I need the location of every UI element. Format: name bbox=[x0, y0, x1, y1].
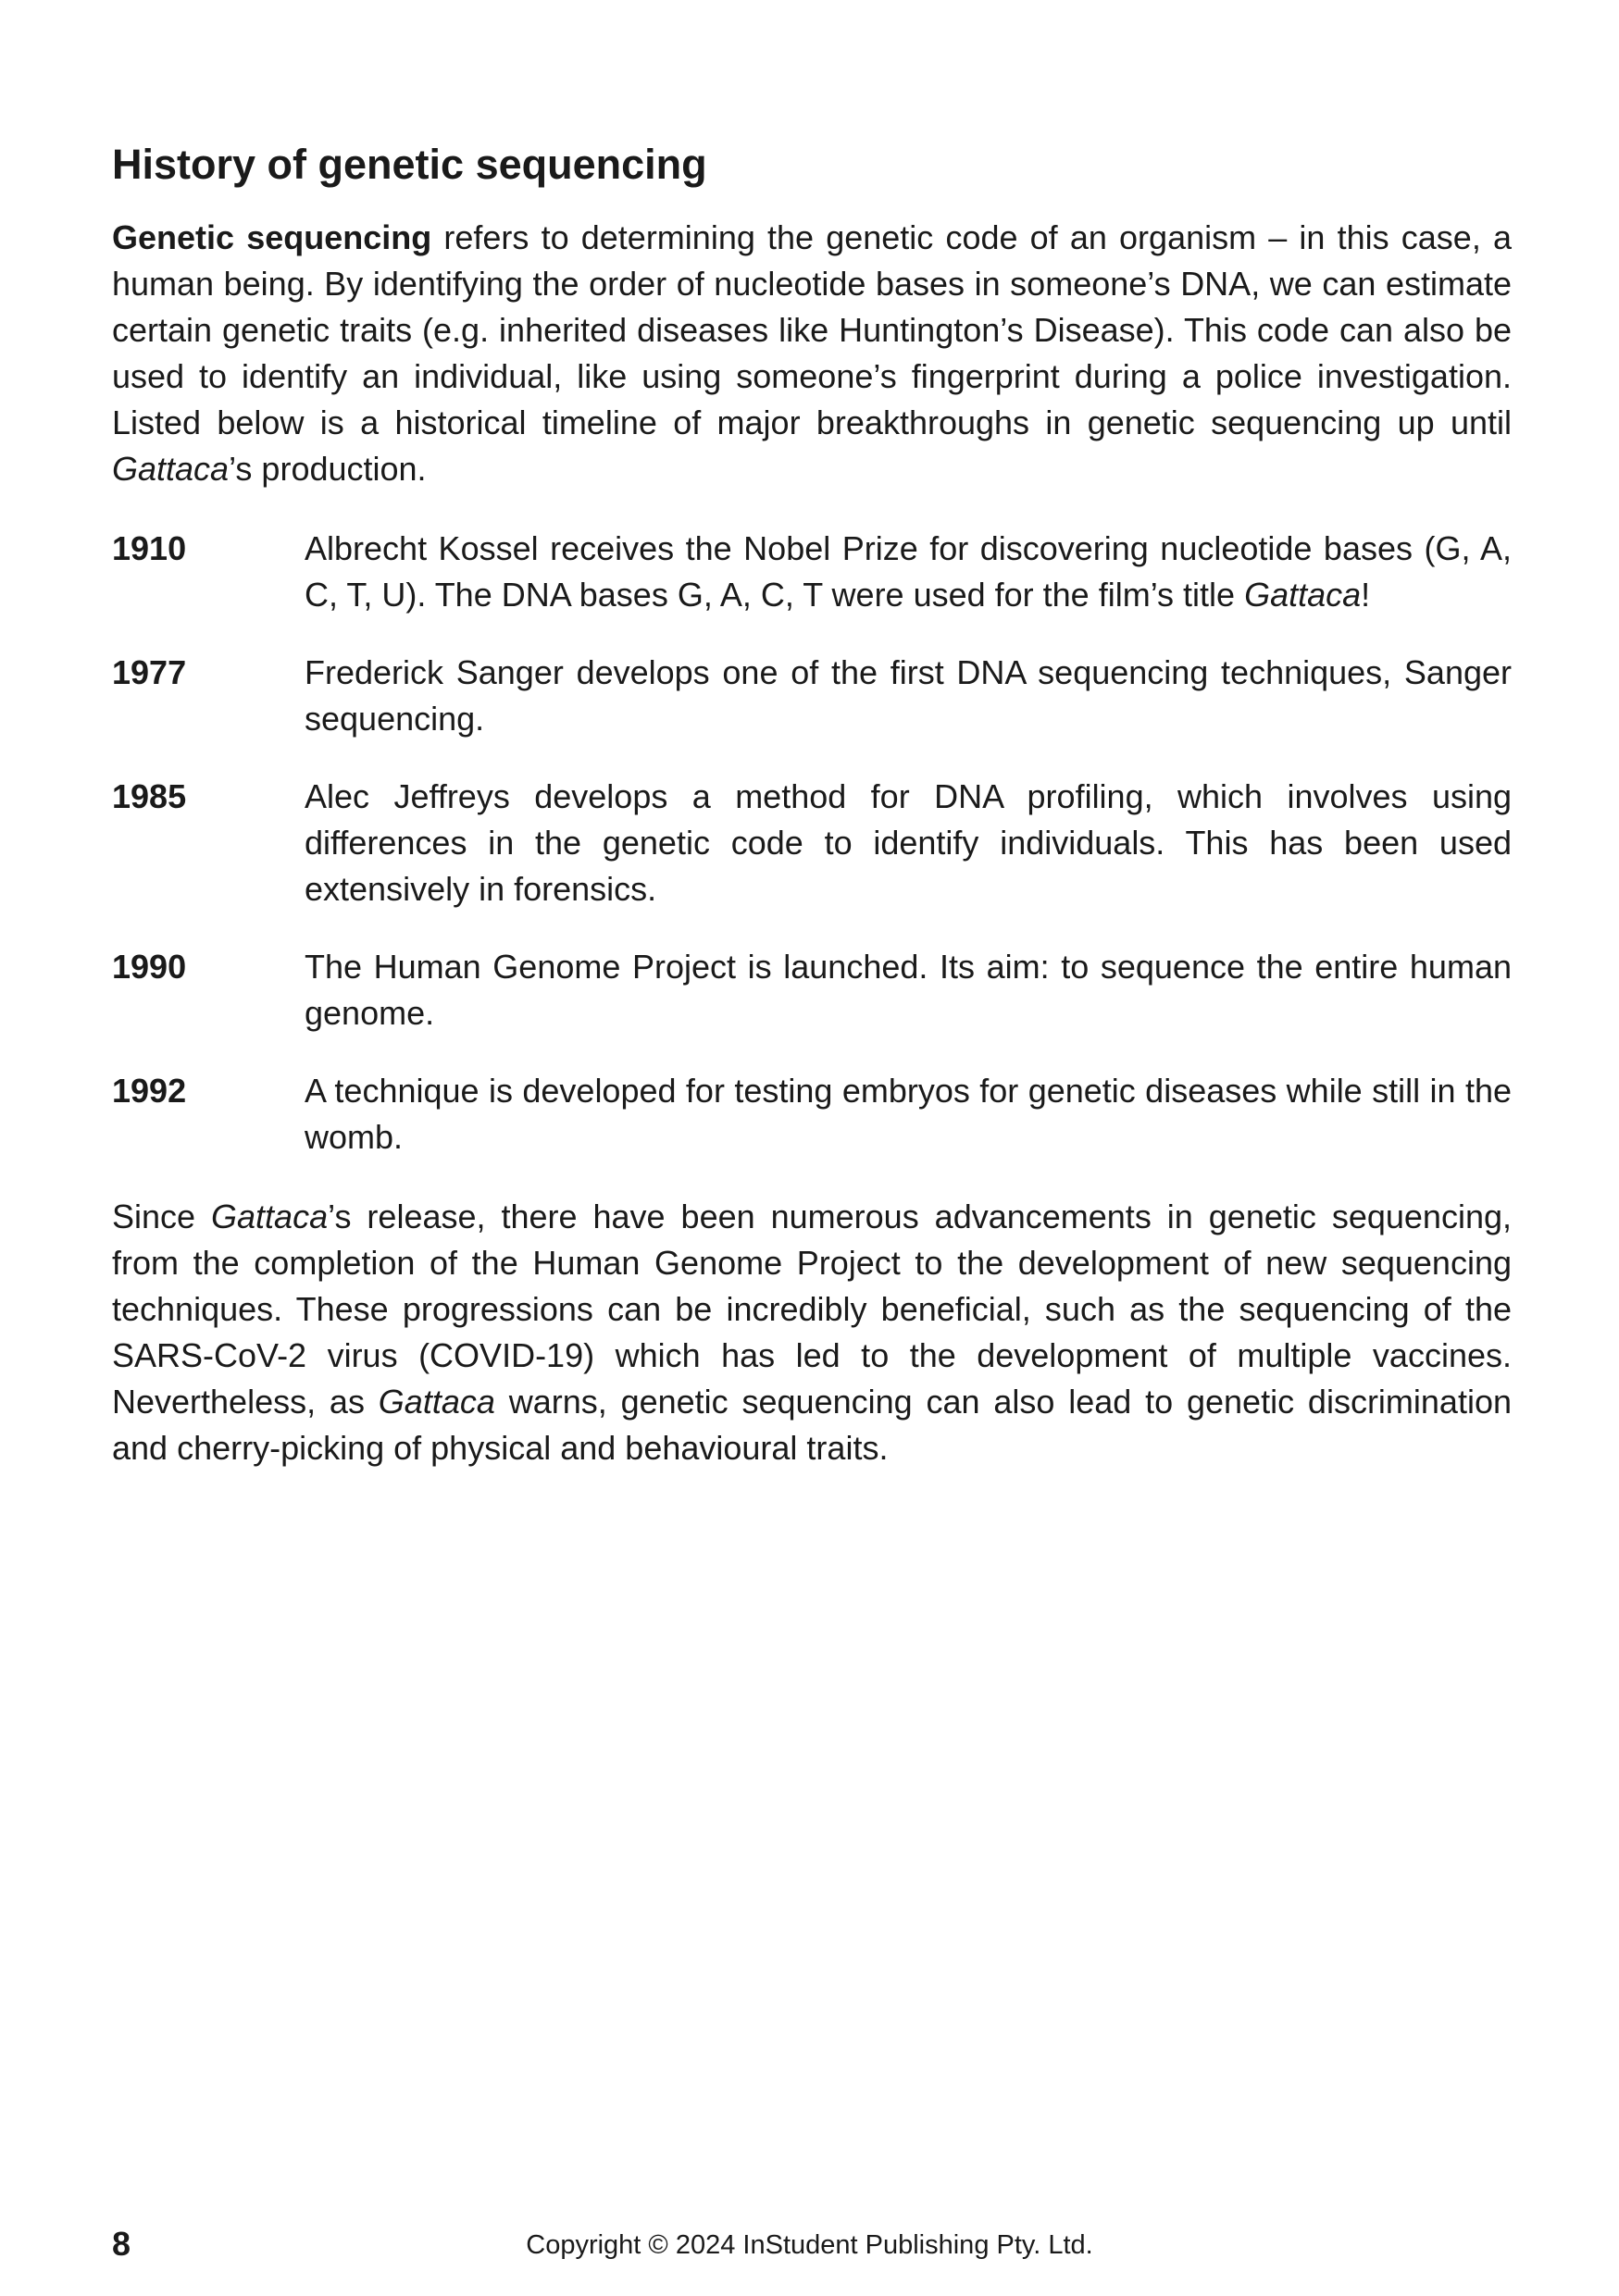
timeline-text: A technique is developed for testing embryos for genetic diseases while still in the womb. bbox=[305, 1072, 1512, 1156]
timeline-year: 1990 bbox=[112, 948, 187, 986]
timeline-text-main: Albrecht Kossel receives the Nobel Prize for discovering nucleotide bases (G, A, C, T, U). The DNA bases G, A, C, T were used for the film’s title bbox=[305, 529, 1512, 614]
closing-paragraph bbox=[112, 1194, 1512, 1471]
timeline-entry bbox=[112, 1068, 1512, 1160]
page-content bbox=[112, 139, 1512, 1471]
timeline-film-title: Gattaca bbox=[1244, 576, 1362, 614]
timeline-year: 1977 bbox=[112, 653, 187, 691]
timeline-year: 1910 bbox=[112, 529, 187, 567]
intro-paragraph bbox=[112, 215, 1512, 492]
closing-film-title-1: Gattaca bbox=[211, 1198, 329, 1235]
timeline-text: Alec Jeffreys develops a method for DNA profiling, which involves using differences in the genetic code to identify individuals. This has been used extensively in forensics. bbox=[305, 777, 1512, 908]
intro-term: Genetic sequencing bbox=[112, 218, 432, 256]
timeline-text bbox=[305, 526, 1512, 618]
closing-text-2: ’s release, there have been numerous advancements in genetic sequencing, from the completion of the Human Genome Project to the development of new sequencing techniques. These progressions can be incredibly beneficial, such as the sequencing of the SARS-CoV-2 virus (COVID-19) which has led to the development of multiple vaccines. Nevertheless, as bbox=[112, 1198, 1512, 1421]
timeline-text: The Human Genome Project is launched. Its aim: to sequence the entire human genome. bbox=[305, 948, 1512, 1032]
page-number: 8 bbox=[112, 2225, 131, 2263]
intro-text-2: ’s production. bbox=[229, 450, 427, 488]
timeline-entry bbox=[112, 774, 1512, 912]
timeline-text: Frederick Sanger develops one of the first DNA sequencing techniques, Sanger sequencing. bbox=[305, 653, 1512, 738]
intro-film-title: Gattaca bbox=[112, 450, 230, 488]
timeline-entry bbox=[112, 526, 1512, 618]
section-heading: History of genetic sequencing bbox=[112, 141, 707, 188]
timeline bbox=[112, 526, 1512, 1160]
copyright-notice: Copyright © 2024 InStudent Publishing Pty. Ltd. bbox=[526, 2230, 1093, 2260]
timeline-entry bbox=[112, 650, 1512, 742]
timeline-year: 1985 bbox=[112, 777, 187, 815]
closing-text-3: warns, genetic sequencing can also lead to genetic discrimination and cherry-picking of physical and behavioural traits. bbox=[112, 1383, 1512, 1467]
timeline-text-after: ! bbox=[1361, 576, 1371, 614]
timeline-year: 1992 bbox=[112, 1072, 187, 1110]
timeline-entry bbox=[112, 944, 1512, 1036]
closing-text-1: Since bbox=[112, 1198, 212, 1235]
closing-film-title-2: Gattaca bbox=[378, 1383, 495, 1421]
intro-text-1: refers to determining the genetic code of an organism – in this case, a human being. By identifying the order of nucleotide bases in someone’s DNA, we can estimate certain genetic traits (e.g. inherited diseases like Huntington’s Disease). This code can also be used to identify an individual, like using someone’s fingerprint during a police investigation. Listed below is a historical timeline of major breakthroughs in genetic sequencing up until bbox=[112, 218, 1512, 441]
